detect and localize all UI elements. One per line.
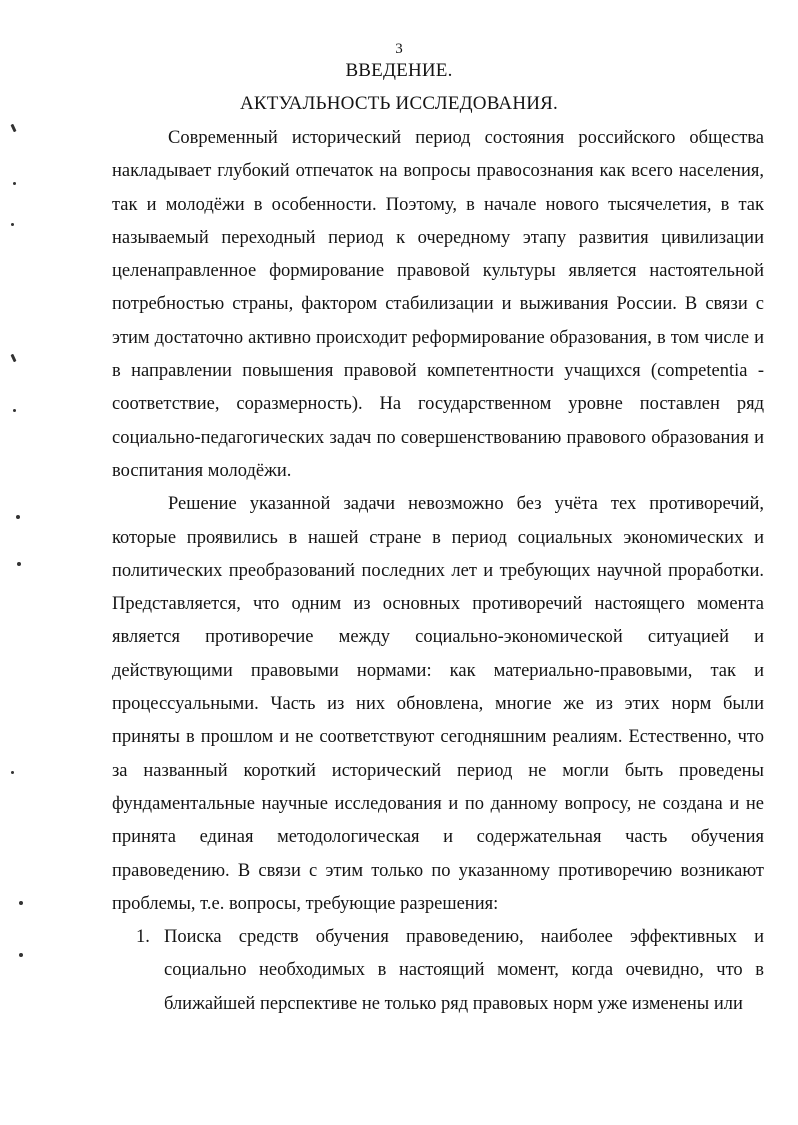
scan-speck <box>11 223 14 226</box>
list-item-number: 1. <box>136 927 150 948</box>
section-title: АКТУАЛЬНОСТЬ ИССЛЕДОВАНИЯ. <box>240 93 558 114</box>
scan-speck <box>10 124 16 133</box>
scan-speck <box>11 771 14 774</box>
page-title: ВВЕДЕНИЕ. <box>345 60 453 81</box>
paragraph-2: Решение указанной задачи невозможно без учёта тех противоречий, которые проявились в нашей стране в период социальных экономических и политических преобразований последних лет и требующих научной проработки. Представляется, что одним из основных противоречий настоящего момента является противоречие между социально-экономической ситуацией и действующими правовыми нормами: как материально-правовыми, так и процессуальными. Часть из них обновлена, многие же из этих норм были приняты в прошлом и не соответствуют сегодняшним реалиям. Естественно, что за названный короткий исторический период не могли быть проведены фундаментальные научные исследования и по данному вопросу, не создана и не принята единая методологическая и содержательная часть обучения правоведению. В связи с этим только по указанному противоречию возникают проблемы, т.е. вопросы, требующие разрешения: <box>112 494 764 914</box>
list-item <box>112 921 764 1021</box>
numbered-list <box>112 921 764 1021</box>
scan-speck <box>19 953 23 957</box>
scan-speck <box>17 562 21 566</box>
page-number: 3 <box>395 41 403 57</box>
paragraph-1: Современный исторический период состояния российского общества накладывает глубокий отпечаток на вопросы правосознания как всего населения, так и молодёжи в особенности. Поэтому, в начале нового тысячелетия, в так называемый переходный период к очередному этапу развития цивилизации целенаправленное формирование правовой культуры является настоятельной потребностью страны, фактором стабилизации и выживания России. В связи с этим достаточно активно происходит реформирование образования, в том числе и в направлении повышения правовой компетентности учащихся (competentia - соответствие, соразмерность). На государственном уровне поставлен ряд социально-педагогических задач по совершенствованию правового образования и воспитания молодёжи. <box>112 128 764 481</box>
list-item-text: Поиска средств обучения правоведению, наиболее эффективных и социально необходимых в настоящий момент, когда очевидно, что в ближайшей перспективе не только ряд правовых норм уже изменены или <box>164 927 764 1014</box>
scan-speck <box>19 901 23 905</box>
scan-speck <box>13 409 16 412</box>
body-text <box>112 122 764 1021</box>
scan-speck <box>10 354 16 363</box>
scan-speck <box>16 515 20 519</box>
scan-speck <box>13 182 16 185</box>
